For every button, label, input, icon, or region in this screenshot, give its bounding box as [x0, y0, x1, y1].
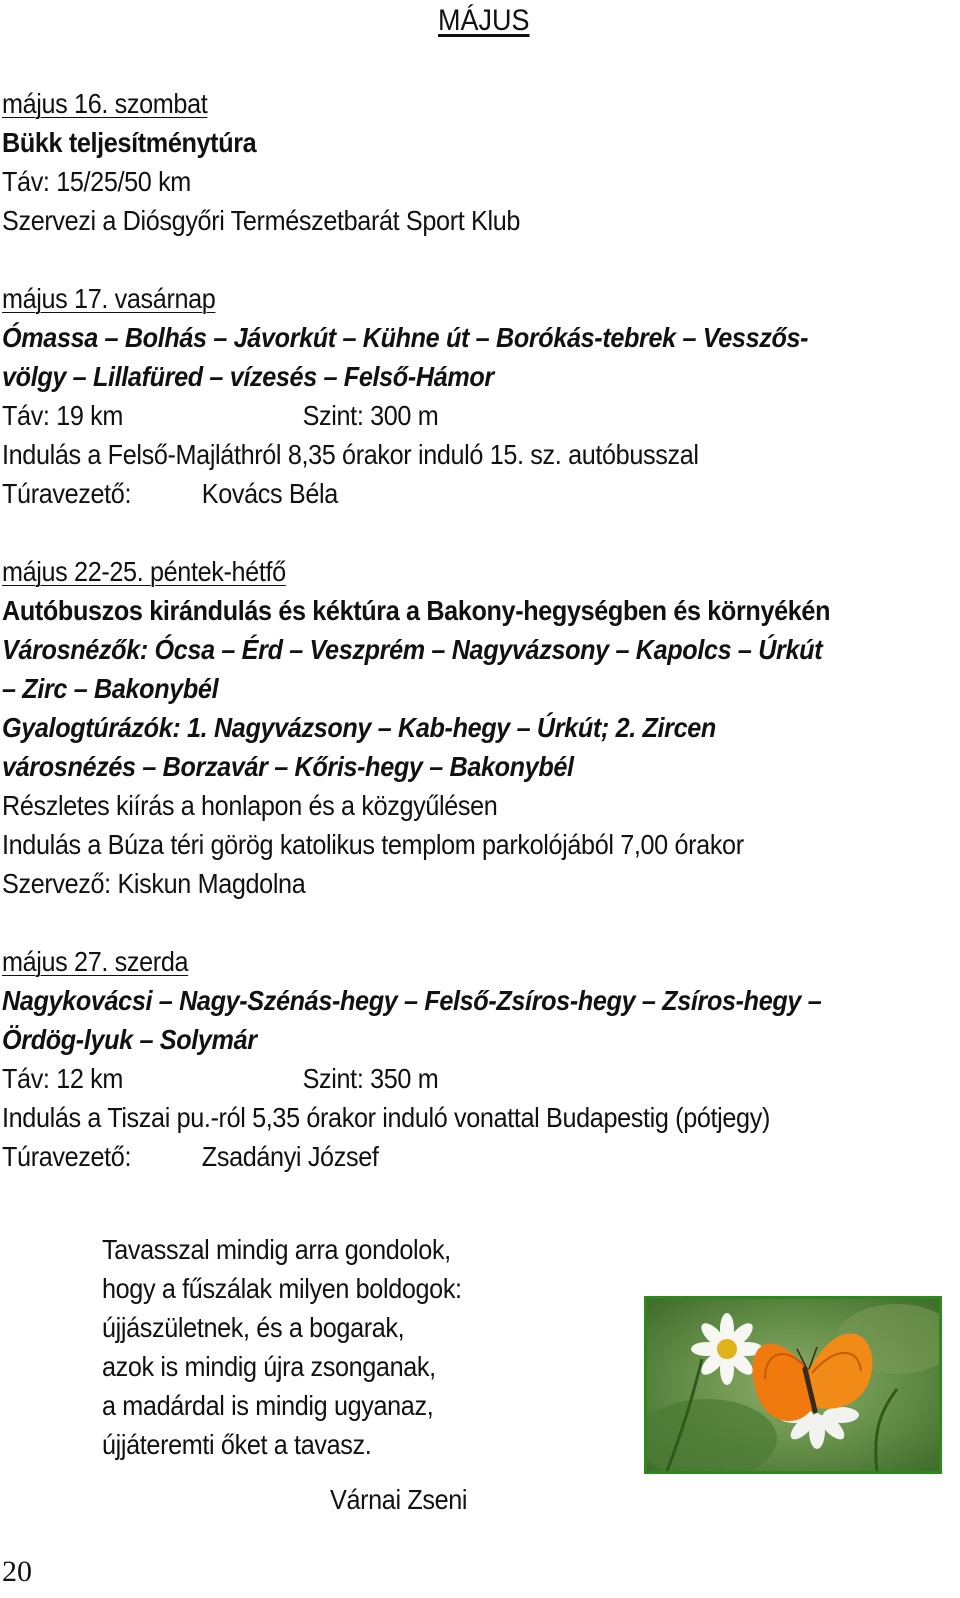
event-route: völgy – Lillafüred – vízesés – Felső-Hámor [2, 361, 494, 392]
poem-line: Tavasszal mindig arra gondolok, [102, 1234, 451, 1265]
event-route: városnézés – Borzavár – Kőris-hegy – Bakonybél [2, 751, 574, 782]
event-distance: Táv: 19 km [2, 400, 124, 431]
event-guide-label: Túravezető: [2, 1141, 132, 1172]
poem-line: a madárdal is mindig ugyanaz, [102, 1390, 434, 1421]
poem-line: újjáteremti őket a tavasz. [102, 1429, 372, 1460]
page-number: 20 [2, 1555, 32, 1588]
event-elevation: Szint: 350 m [302, 1063, 439, 1094]
month-title: MÁJUS [438, 4, 530, 37]
event-departure: Indulás a Felső-Majláthról 8,35 órakor induló 15. sz. autóbusszal [2, 439, 699, 470]
event-route: Ördög-lyuk – Solymár [2, 1024, 257, 1055]
event-distance: Táv: 12 km [2, 1063, 124, 1094]
event-route: Ómassa – Bolhás – Jávorkút – Kühne út – Borókás-tebrek – Vesszős- [2, 322, 809, 353]
event-departure: Indulás a Tiszai pu.-ról 5,35 órakor induló vonattal Budapestig (pótjegy) [2, 1102, 770, 1133]
poem-line: hogy a fűszálak milyen boldogok: [102, 1273, 462, 1304]
event-elevation: Szint: 300 m [302, 400, 439, 431]
event-distance-row [2, 1059, 438, 1098]
poem-line: újjászületnek, és a bogarak, [102, 1312, 405, 1343]
event-guide-row [2, 1137, 378, 1176]
poem-line: azok is mindig újra zsonganak, [102, 1351, 436, 1382]
event-guide-name: Kovács Béla [201, 478, 338, 509]
event-guide-row [2, 474, 338, 513]
event-distance-row [2, 396, 438, 435]
event-title: Autóbuszos kirándulás és kéktúra a Bakony-hegységben és környékén [2, 595, 831, 626]
event-details: Részletes kiírás a honlapon és a közgyűlésen [2, 790, 498, 821]
event-route: Gyalogtúrázók: 1. Nagyvázsony – Kab-hegy – Úrkút; 2. Zircen [2, 712, 716, 743]
event-title: Bükk teljesítménytúra [2, 127, 257, 158]
event-date: május 22-25. péntek-hétfő [2, 556, 286, 587]
event-date: május 16. szombat [2, 88, 208, 119]
event-departure: Indulás a Búza téri görög katolikus templom parkolójából 7,00 órakor [2, 829, 744, 860]
event-date: május 27. szerda [2, 946, 189, 977]
event-route: Nagykovácsi – Nagy-Szénás-hegy – Felső-Zsíros-hegy – Zsíros-hegy – [2, 985, 822, 1016]
event-guide-name: Zsadányi József [201, 1141, 379, 1172]
event-date: május 17. vasárnap [2, 283, 216, 314]
event-organizer: Szervező: Kiskun Magdolna [2, 868, 306, 899]
event-distance: Táv: 15/25/50 km [2, 166, 191, 197]
poem-author: Várnai Zseni [330, 1484, 468, 1515]
event-route: Városnézők: Ócsa – Érd – Veszprém – Nagyvázsony – Kapolcs – Úrkút [2, 634, 823, 665]
event-guide-label: Túravezető: [2, 478, 132, 509]
event-route: – Zirc – Bakonybél [2, 673, 219, 704]
butterfly-image [647, 1299, 939, 1471]
butterfly-photo [644, 1296, 942, 1474]
event-organizer: Szervezi a Diósgyőri Természetbarát Sport Klub [2, 205, 521, 236]
